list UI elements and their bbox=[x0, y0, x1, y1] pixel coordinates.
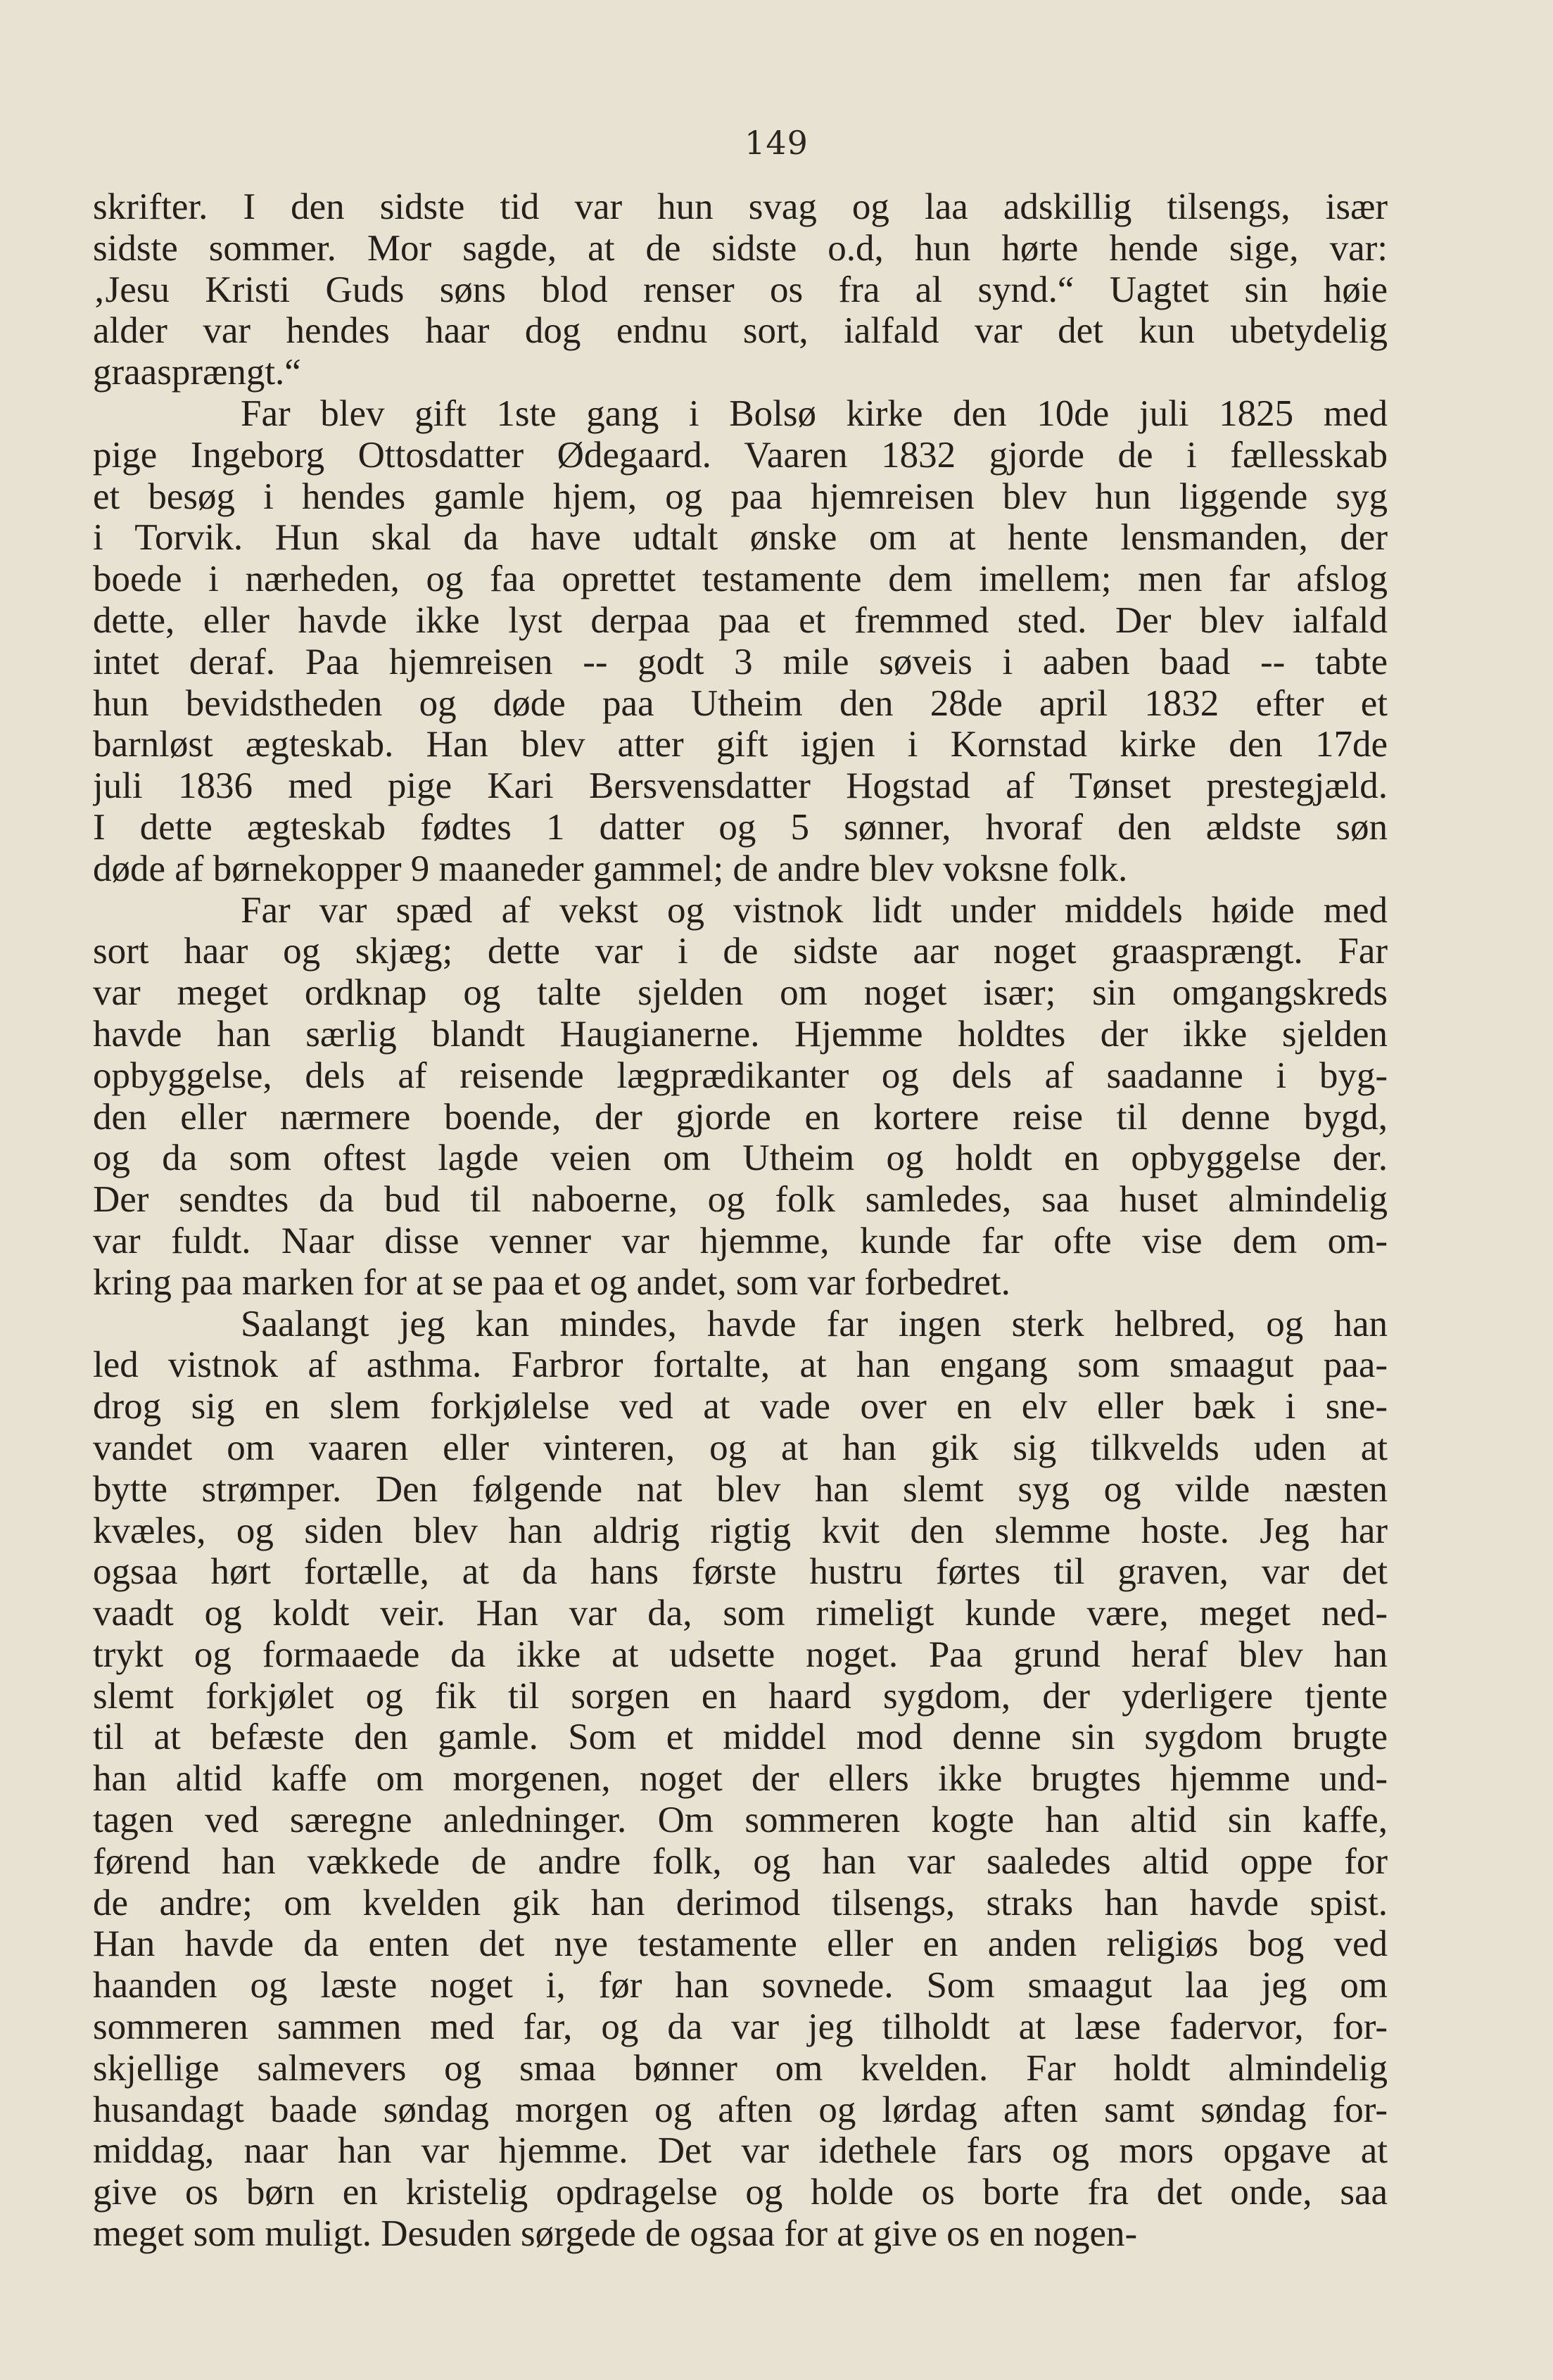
text-line: døde af børnekopper 9 maaneder gammel; de andre blev voksne folk. bbox=[93, 848, 1128, 889]
text-line: skjellige salmevers og smaa bønner om kvelden. Far holdt almindelig bbox=[93, 2047, 1388, 2089]
text-line: boede i nærheden, og faa oprettet testamente dem imellem; men far afslog bbox=[93, 559, 1388, 600]
text-line: dette, eller havde ikke lyst derpaa paa et fremmed sted. Der blev ialfald bbox=[93, 599, 1388, 641]
text-line: trykt og formaaede da ikke at udsette noget. Paa grund heraf blev han bbox=[93, 1634, 1388, 1675]
text-line: barnløst ægteskab. Han blev atter gift igjen i Kornstad kirke den 17de bbox=[93, 724, 1388, 765]
text-line: kring paa marken for at se paa et og andet, som var forbedret. bbox=[93, 1261, 1010, 1303]
text-line: havde han særlig blandt Haugianerne. Hjemme holdtes der ikke sjelden bbox=[93, 1013, 1388, 1055]
text-line: og da som oftest lagde veien om Utheim og holdt en opbyggelse der. bbox=[93, 1138, 1388, 1179]
text-line: ‚Jesu Kristi Guds søns blod renser os fra al synd.“ Uagtet sin høie bbox=[93, 269, 1388, 310]
text-line: sidste sommer. Mor sagde, at de sidste o.d, hun hørte hende sige, var: bbox=[93, 227, 1388, 269]
text-line: tagen ved særegne anledninger. Om sommeren kogte han altid sin kaffe, bbox=[93, 1800, 1388, 1841]
text-line: Han havde da enten det nye testamente eller en anden religiøs bog ved bbox=[93, 1923, 1388, 1965]
text-line: husandagt baade søndag morgen og aften og lørdag aften samt søndag for- bbox=[93, 2089, 1388, 2130]
text-line: led vistnok af asthma. Farbror fortalte, at han engang som smaagut paa- bbox=[93, 1344, 1388, 1386]
page-number: 149 bbox=[744, 124, 809, 162]
text-line: var fuldt. Naar disse venner var hjemme, kunde far ofte vise dem om- bbox=[93, 1220, 1388, 1261]
text-line: Der sendtes da bud til naboerne, og folk samledes, saa huset almindelig bbox=[93, 1179, 1388, 1221]
text-line: give os børn en kristelig opdragelse og holde os borte fra det onde, saa bbox=[93, 2172, 1388, 2213]
text-line: Saalangt jeg kan mindes, havde far ingen sterk helbred, og han bbox=[241, 1303, 1388, 1344]
text-line: vaadt og koldt veir. Han var da, som rimeligt kunde være, meget ned- bbox=[93, 1593, 1388, 1634]
text-line: drog sig en slem forkjølelse ved at vade over en elv eller bæk i sne- bbox=[93, 1386, 1388, 1427]
text-line: Far var spæd af vekst og vistnok lidt under middels høide med bbox=[241, 889, 1388, 931]
text-line: I dette ægteskab fødtes 1 datter og 5 sønner, hvoraf den ældste søn bbox=[93, 806, 1388, 848]
text-line: pige Ingeborg Ottosdatter Ødegaard. Vaaren 1832 gjorde de i fællesskab bbox=[93, 434, 1388, 476]
text-line: alder var hendes haar dog endnu sort, ialfald var det kun ubetydelig bbox=[93, 310, 1388, 352]
text-line: opbyggelse, dels af reisende lægprædikanter og dels af saadanne i byg- bbox=[93, 1055, 1388, 1096]
text-line: sommeren sammen med far, og da var jeg tilholdt at læse fadervor, for- bbox=[93, 2006, 1388, 2048]
text-line: de andre; om kvelden gik han derimod tilsengs, straks han havde spist. bbox=[93, 1882, 1388, 1923]
text-line: haanden og læste noget i, før han sovnede. Som smaagut laa jeg om bbox=[93, 1965, 1388, 2006]
text-line: graasprængt.“ bbox=[93, 352, 301, 393]
text-line: bytte strømper. Den følgende nat blev han slemt syg og vilde næsten bbox=[93, 1468, 1388, 1510]
text-line: kvæles, og siden blev han aldrig rigtig kvit den slemme hoste. Jeg har bbox=[93, 1510, 1388, 1551]
text-line: et besøg i hendes gamle hjem, og paa hjemreisen blev hun liggende syg bbox=[93, 476, 1388, 517]
text-line: Far blev gift 1ste gang i Bolsø kirke den 10de juli 1825 med bbox=[241, 393, 1388, 434]
text-line: hun bevidstheden og døde paa Utheim den 28de april 1832 efter et bbox=[93, 682, 1388, 724]
text-line: juli 1836 med pige Kari Bersvensdatter Hogstad af Tønset prestegjæld. bbox=[93, 765, 1388, 807]
text-line: førend han vækkede de andre folk, og han var saaledes altid oppe for bbox=[93, 1840, 1388, 1882]
text-line: meget som muligt. Desuden sørgede de ogsaa for at give os en nogen- bbox=[93, 2213, 1138, 2255]
text-line: slemt forkjølet og fik til sorgen en haard sygdom, der yderligere tjente bbox=[93, 1675, 1388, 1717]
text-line: vandet om vaaren eller vinteren, og at han gik sig tilkvelds uden at bbox=[93, 1427, 1388, 1468]
text-line: var meget ordknap og talte sjelden om noget især; sin omgangskreds bbox=[93, 972, 1388, 1014]
text-line: sort haar og skjæg; dette var i de sidste aar noget graasprængt. Far bbox=[93, 931, 1388, 972]
text-line: den eller nærmere boende, der gjorde en kortere reise til denne bygd, bbox=[93, 1096, 1388, 1138]
text-line: intet deraf. Paa hjemreisen -- godt 3 mile søveis i aaben baad -- tabte bbox=[93, 641, 1388, 682]
text-line: ogsaa hørt fortælle, at da hans første hustru førtes til graven, var det bbox=[93, 1551, 1388, 1593]
text-line: til at befæste den gamle. Som et middel mod denne sin sygdom brugte bbox=[93, 1717, 1388, 1758]
text-line: han altid kaffe om morgenen, noget der ellers ikke brugtes hjemme und- bbox=[93, 1758, 1388, 1800]
text-line: skrifter. I den sidste tid var hun svag og laa adskillig tilsengs, især bbox=[93, 186, 1388, 227]
text-line: middag, naar han var hjemme. Det var idethele fars og mors opgave at bbox=[93, 2130, 1388, 2172]
text-line: i Torvik. Hun skal da have udtalt ønske om at hente lensmanden, der bbox=[93, 517, 1388, 559]
body-text bbox=[93, 186, 1388, 2255]
